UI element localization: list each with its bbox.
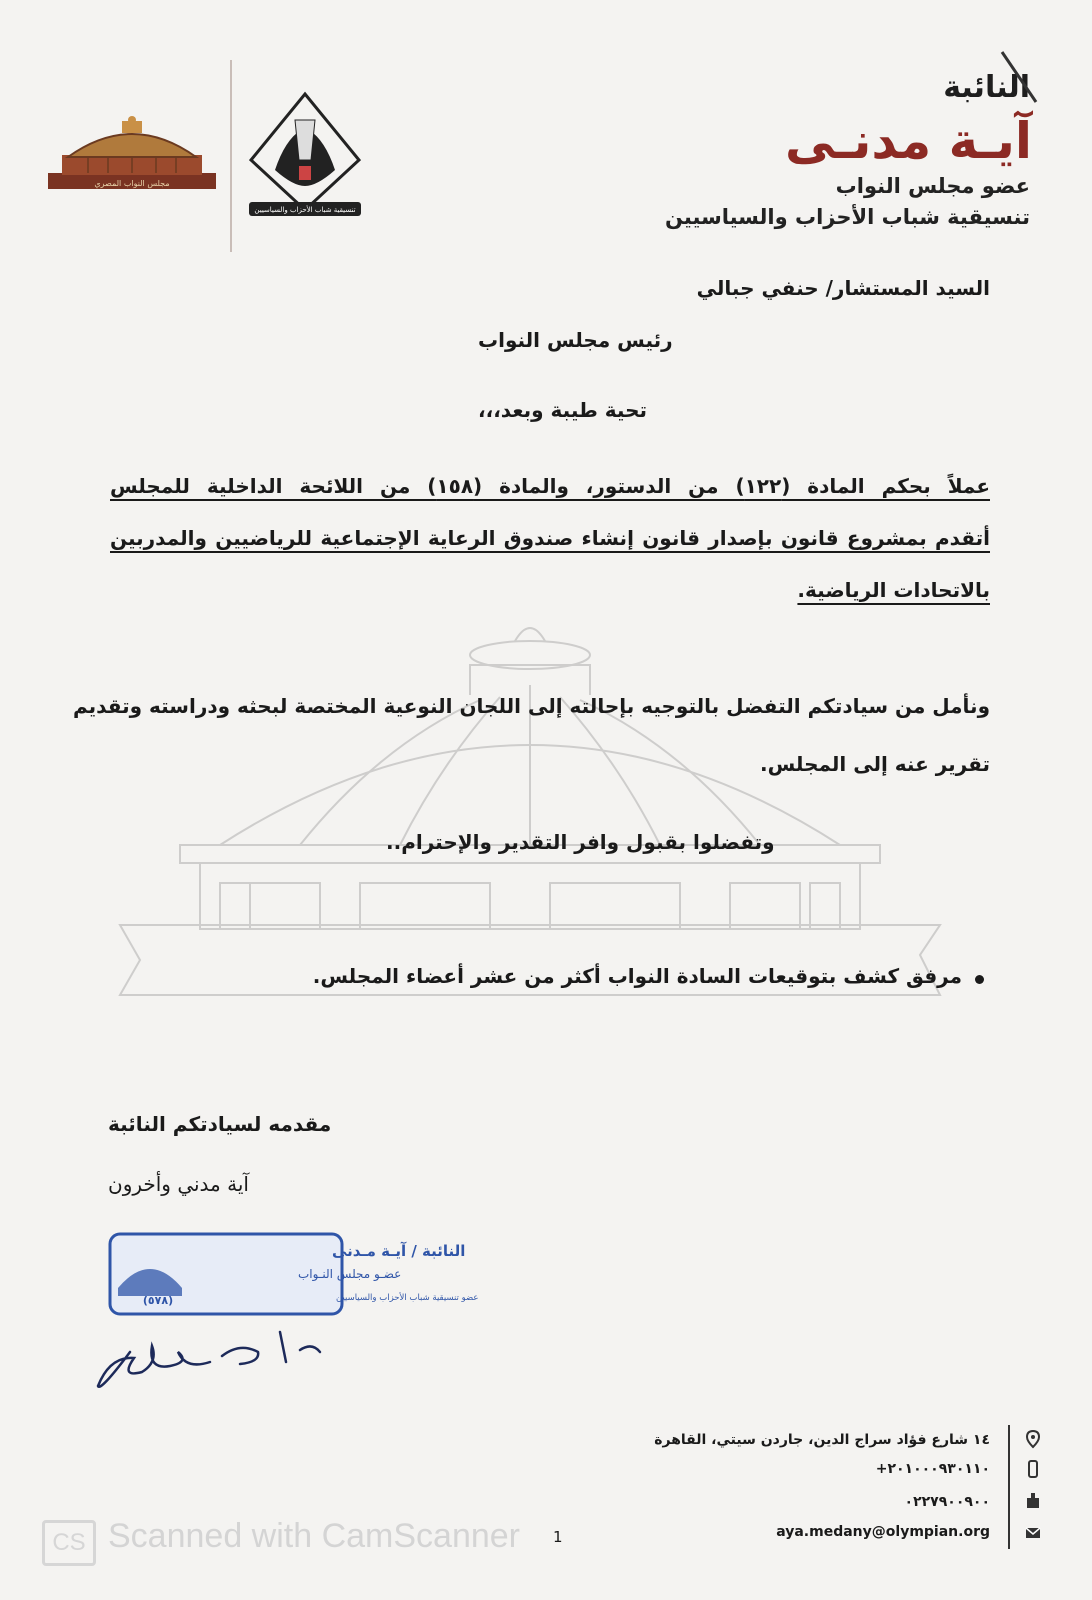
recipient-title: رئيس مجلس النواب — [478, 328, 673, 352]
email-icon — [1024, 1524, 1042, 1542]
closing-line: وتفضلوا بقبول وافر التقدير والإحترام.. — [386, 830, 775, 854]
handwritten-signature — [90, 1322, 340, 1402]
footer-email: aya.medany@olympian.org — [776, 1524, 990, 1540]
paragraph-1-line-3: بالاتحادات الرياضية. — [797, 578, 990, 602]
header-member: عضو مجلس النواب — [835, 174, 1030, 198]
footer-divider — [1008, 1425, 1010, 1549]
stamp-number: (٥٧٨) — [142, 1294, 174, 1307]
greeting: تحية طيبة وبعد،،، — [478, 398, 648, 422]
coordination-logo — [245, 90, 365, 222]
bullet-dot — [975, 975, 984, 984]
camscanner-watermark: Scanned with CamScanner — [108, 1517, 521, 1555]
stamp-line-2: عضـو مجلس النـواب — [298, 1267, 402, 1281]
stamp-line-3: عضو تنسيقية شباب الأحزاب والسياسيين — [336, 1293, 479, 1303]
header-coordination: تنسيقية شباب الأحزاب والسياسيين — [665, 205, 1030, 229]
footer-address: ١٤ شارع فؤاد سراج الدين، جاردن سيتي، القاهرة — [654, 1432, 990, 1448]
pen-mark-icon — [1000, 50, 1040, 106]
parliament-dome-logo — [48, 115, 216, 200]
location-pin-icon — [1024, 1430, 1042, 1448]
header-name: آيـة مدنـى — [784, 112, 1032, 170]
camscanner-badge: CS — [42, 1520, 96, 1566]
header-divider — [230, 60, 232, 252]
paragraph-2-line-2: تقرير عنه إلى المجلس. — [760, 752, 990, 776]
page-number: 1 — [553, 1528, 563, 1546]
parliament-logo-caption: مجلس النواب المصري — [94, 179, 170, 188]
paragraph-1-line-2: أتقدم بمشروع قانون بإصدار قانون إنشاء صندوق الرعاية الإجتماعية للرياضيين والمدربين — [110, 526, 990, 550]
mobile-phone-icon — [1024, 1460, 1042, 1478]
telephone-icon — [1024, 1492, 1042, 1510]
attachment-note: مرفق كشف بتوقيعات السادة النواب أكثر من عشر أعضاء المجلس. — [312, 964, 962, 988]
header-title: النائبة — [943, 70, 1030, 105]
recipient-line: السيد المستشار/ حنفي جبالي — [696, 276, 990, 300]
stamp-line-1: النائبة / آيـة مـدنى — [332, 1242, 466, 1260]
submitted-by-label: مقدمه لسيادتكم النائبة — [108, 1112, 332, 1136]
paragraph-1-line-1: عملاً بحكم المادة (١٢٢) من الدستور، والمادة (١٥٨) من اللائحة الداخلية للمجلس — [110, 474, 990, 498]
official-stamp — [108, 1232, 479, 1316]
footer-mobile: +٢٠١٠٠٠٩٣٠١١٠ — [875, 1461, 990, 1477]
coordination-logo-caption: تنسيقية شباب الأحزاب والسياسيين — [254, 206, 356, 214]
paragraph-2-line-1: ونأمل من سيادتكم التفضل بالتوجيه بإحالته إلى اللجان النوعية المختصة لبحثه ودراسته وتقديم — [72, 694, 990, 718]
signatory-names: آية مدني وأخرون — [108, 1172, 249, 1196]
footer-phone: ٠٢٢٧٩٠٠٩٠٠ — [904, 1494, 990, 1510]
